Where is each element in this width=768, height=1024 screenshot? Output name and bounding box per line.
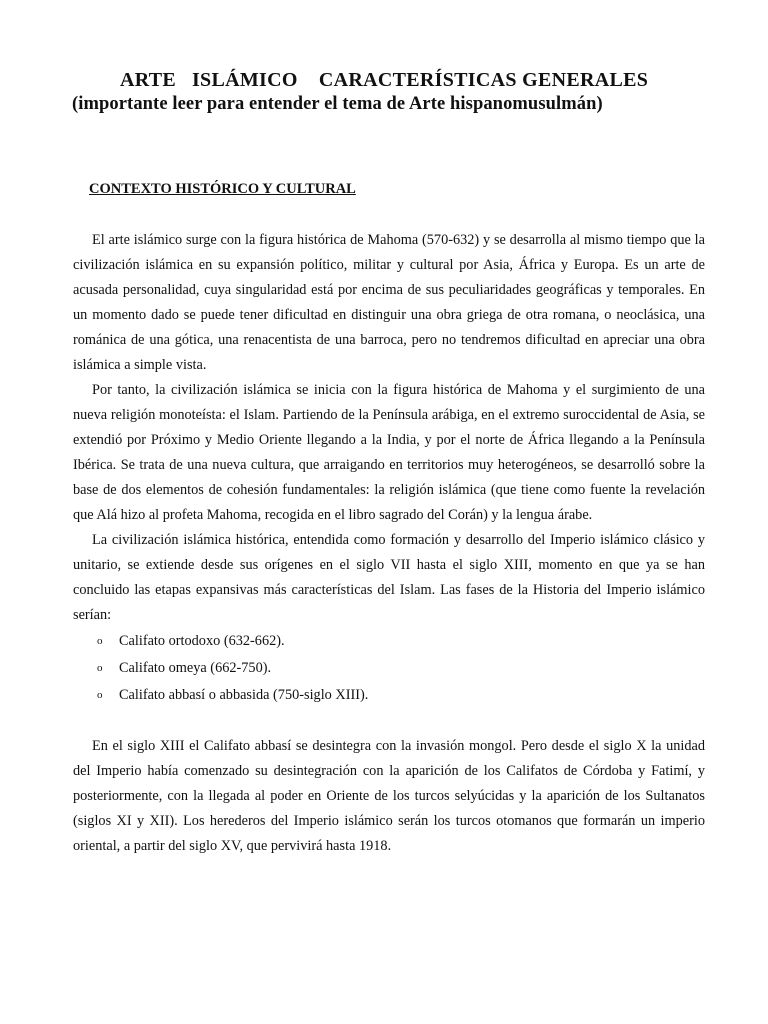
caliphate-list <box>73 628 705 709</box>
title-line-1: ARTE ISLÁMICO CARACTERÍSTICAS GENERALES <box>120 69 649 91</box>
section-heading: CONTEXTO HISTÓRICO Y CULTURAL <box>89 181 356 197</box>
paragraph-2: Por tanto, la civilización islámica se inicia con la figura histórica de Mahoma y el surgimiento de una nueva religión monoteísta: el Islam. Partiendo de la Península arábiga, en el extremo suroccidental de Asia, se extendió por Próximo y Medio Oriente llegando a la India, y por el norte de África llegando a la Península Ibérica. Se trata de una nueva cultura, que arraigando en territorios muy heterogéneos, se desarrolló sobre la base de dos elementos de cohesión fundamentales: la religión islámica (que tiene como fuente la revelación que Alá hizo al profeta Mahoma, recogida en el libro sagrado del Corán) y la lengua árabe. <box>73 382 705 523</box>
list-item-text: Califato ortodoxo (632-662). <box>119 633 285 649</box>
bullet-icon: o <box>97 689 103 701</box>
list-item <box>73 655 705 682</box>
list-item <box>73 682 705 709</box>
paragraph-3: La civilización islámica histórica, entendida como formación y desarrollo del Imperio islámico clásico y unitario, se extiende desde sus orígenes en el siglo VII hasta el siglo XIII, momento en que ya se han concluido las etapas expansivas más características del Islam. Las fases de la Historia del Imperio islámico serían: <box>73 532 705 623</box>
list-item <box>73 628 705 655</box>
list-item-text: Califato omeya (662-750). <box>119 660 272 676</box>
bullet-icon: o <box>97 662 103 674</box>
document-title <box>72 68 712 116</box>
paragraph-4: En el siglo XIII el Califato abbasí se desintegra con la invasión mongol. Pero desde el siglo X la unidad del Imperio había comenzado su desintegración con la aparición de los Califatos de Córdoba y Fatimí, y posteriormente, con la llegada al poder en Oriente de los turcos selyúcidas y la aparición de los Sultanatos (siglos XI y XII). Los herederos del Imperio islámico serán los turcos otomanos que formarán un imperio oriental, a partir del siglo XV, que pervivirá hasta 1918. <box>73 738 705 854</box>
bullet-icon: o <box>97 635 103 647</box>
title-line-2: (importante leer para entender el tema de Arte hispanomusulmán) <box>72 94 603 114</box>
list-item-text: Califato abbasí o abbasida (750-siglo XIII). <box>119 687 369 703</box>
paragraph-1: El arte islámico surge con la figura histórica de Mahoma (570-632) y se desarrolla al mismo tiempo que la civilización islámica en su expansión político, militar y cultural por Asia, África y Europa. Es un arte de acusada personalidad, cuya singularidad está por encima de sus peculiaridades geográficas y temporales. En un momento dado se puede tener dificultad en distinguir una obra griega de otra romana, o neoclásica, una románica de una gótica, una renacentista de una barroca, pero no tendremos dificultad en apreciar una obra islámica a simple vista. <box>73 232 705 373</box>
document-body <box>73 228 705 859</box>
